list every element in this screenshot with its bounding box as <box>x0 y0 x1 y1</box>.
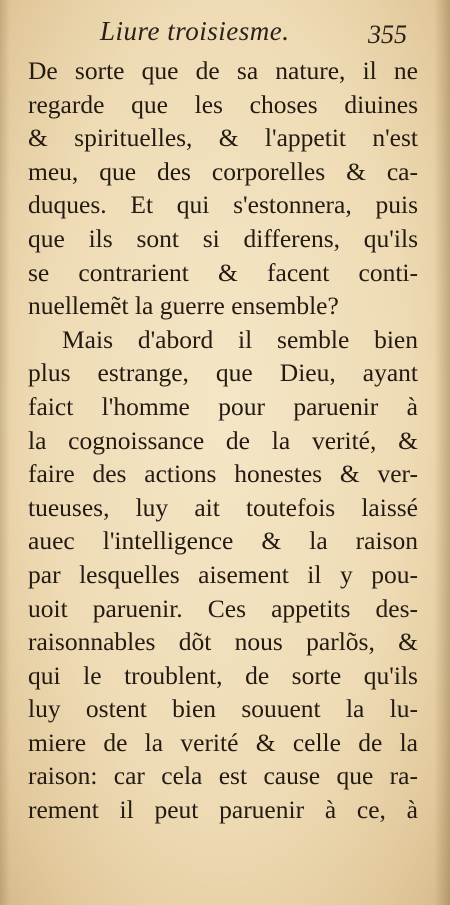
text-line: par lesquelles aisement il y pou- <box>28 559 418 589</box>
text-line: plus estrange, que Dieu, ayant <box>28 358 418 388</box>
body-text <box>28 54 424 827</box>
text-line: raisonnables dõt nous parlõs, & <box>28 627 418 657</box>
running-head: Liure troisiesme. <box>100 16 290 46</box>
text-line: luy ostent bien souuent la lu- <box>28 694 418 724</box>
text-line: De sorte que de sa nature, il ne <box>28 56 418 85</box>
text-line: rement il peut paruenir à ce, à <box>28 795 418 825</box>
text-line: faire des actions honestes & ver- <box>28 459 418 489</box>
text-line: auec l'intelligence & la raison <box>28 526 418 556</box>
text-line: miere de la verité & celle de la <box>28 727 418 757</box>
text-line: la cognoissance de la verité, & <box>28 425 418 455</box>
page-header <box>0 14 450 54</box>
page-edge-shadow <box>434 0 450 905</box>
text-line: nuellemẽt la guerre ensemble? <box>28 291 339 321</box>
text-line: & spirituelles, & l'appetit n'est <box>28 123 418 153</box>
text-line: faict l'homme pour paruenir à <box>28 391 418 421</box>
text-line: regarde que les choses diuines <box>28 89 418 119</box>
text-line: duques. Et qui s'estonnera, puis <box>28 190 418 220</box>
page-number: 355 <box>368 20 407 49</box>
text-line: raison: car cela est cause que ra- <box>28 761 418 791</box>
paragraph-start-line: Mais d'abord il semble bien <box>62 324 418 354</box>
text-line: tueuses, luy ait toutefois laissé <box>28 492 418 522</box>
text-line: meu, que des corporelles & ca- <box>28 156 418 186</box>
text-line: uoit paruenir. Ces appetits des- <box>28 593 418 623</box>
text-line: qui le troublent, de sorte qu'ils <box>28 660 418 690</box>
text-line: se contrarient & facent conti- <box>28 257 418 287</box>
text-line: que ils sont si differens, qu'ils <box>28 223 418 253</box>
page-gutter-shadow <box>0 0 10 905</box>
